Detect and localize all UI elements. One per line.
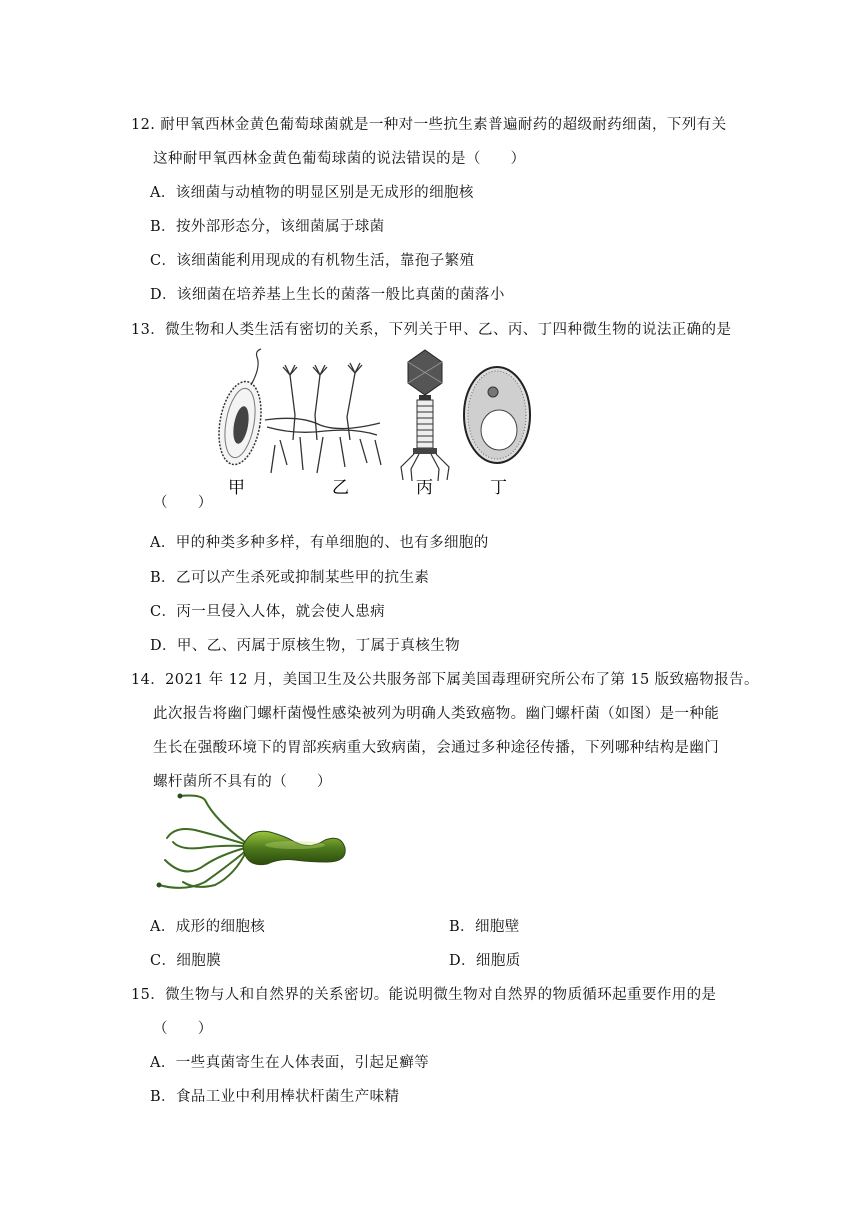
q14-option-a: A．成形的细胞核 [150, 919, 266, 935]
q12-option-a: A．该细菌与动植物的明显区别是无成形的细胞核 [150, 185, 474, 201]
q15-stem-line1: 15．微生物与人和自然界的关系密切。能说明微生物对自然界的物质循环起重要作用的是 [131, 987, 717, 1003]
label-bing: 丙 [416, 478, 433, 498]
q12-option-c: C．该细菌能利用现成的有机物生活，靠孢子繁殖 [150, 253, 475, 269]
helicobacter-pylori-figure [145, 790, 355, 895]
q14-option-c: C．细胞膜 [150, 953, 222, 969]
q13-option-b: B．乙可以产生杀死或抑制某些甲的抗生素 [150, 570, 430, 586]
q13-answer-paren: （ ） [153, 495, 213, 511]
bacteriophage-illustration [401, 350, 449, 481]
q12-stem-line2: 这种耐甲氧西林金黄色葡萄球菌的说法错误的是（ ） [153, 151, 526, 167]
label-yi: 乙 [332, 478, 349, 498]
mold-illustration [265, 363, 381, 473]
q14-option-d: D．细胞质 [449, 953, 521, 969]
q14-option-b: B．细胞壁 [449, 919, 520, 935]
label-ding: 丁 [490, 478, 507, 498]
q13-option-a: A．甲的种类多种多样，有单细胞的、也有多细胞的 [150, 535, 489, 551]
q12-stem-line1: 12. 耐甲氧西林金黄色葡萄球菌就是一种对一些抗生素普遍耐药的超级耐药细菌，下列有关 [131, 117, 727, 133]
q13-option-c: C．丙一旦侵入人体，就会使人患病 [150, 604, 385, 620]
q14-stem-line1: 14．2021 年 12 月，美国卫生及公共服务部下属美国毒理研究所公布了第 15 版致癌物报告。 [131, 672, 759, 688]
q12-option-d: D．该细菌在培养基上生长的菌落一般比真菌的菌落小 [150, 287, 505, 303]
q12-option-b: B．按外部形态分，该细菌属于球菌 [150, 219, 385, 235]
label-jia: 甲 [228, 478, 245, 498]
q14-stem-line4: 螺杆菌所不具有的（ ） [153, 774, 332, 790]
microorganisms-figure [205, 345, 535, 505]
q15-option-b: B．食品工业中利用棒状杆菌生产味精 [150, 1089, 400, 1105]
q13-stem-line1: 13．微生物和人类生活有密切的关系，下列关于甲、乙、丙、丁四种微生物的说法正确的是 [131, 322, 732, 338]
q13-option-d: D．甲、乙、丙属于原核生物，丁属于真核生物 [150, 638, 461, 654]
q14-stem-line3: 生长在强酸环境下的胃部疾病重大致病菌，会通过多种途径传播，下列哪种结构是幽门 [153, 740, 720, 756]
bacterium-illustration [213, 349, 267, 468]
yeast-illustration [464, 367, 530, 463]
q15-option-a: A．一些真菌寄生在人体表面，引起足癣等 [150, 1055, 430, 1071]
q14-stem-line2: 此次报告将幽门螺杆菌慢性感染被列为明确人类致癌物。幽门螺杆菌（如图）是一种能 [153, 706, 720, 722]
q15-answer-paren: （ ） [153, 1021, 213, 1037]
